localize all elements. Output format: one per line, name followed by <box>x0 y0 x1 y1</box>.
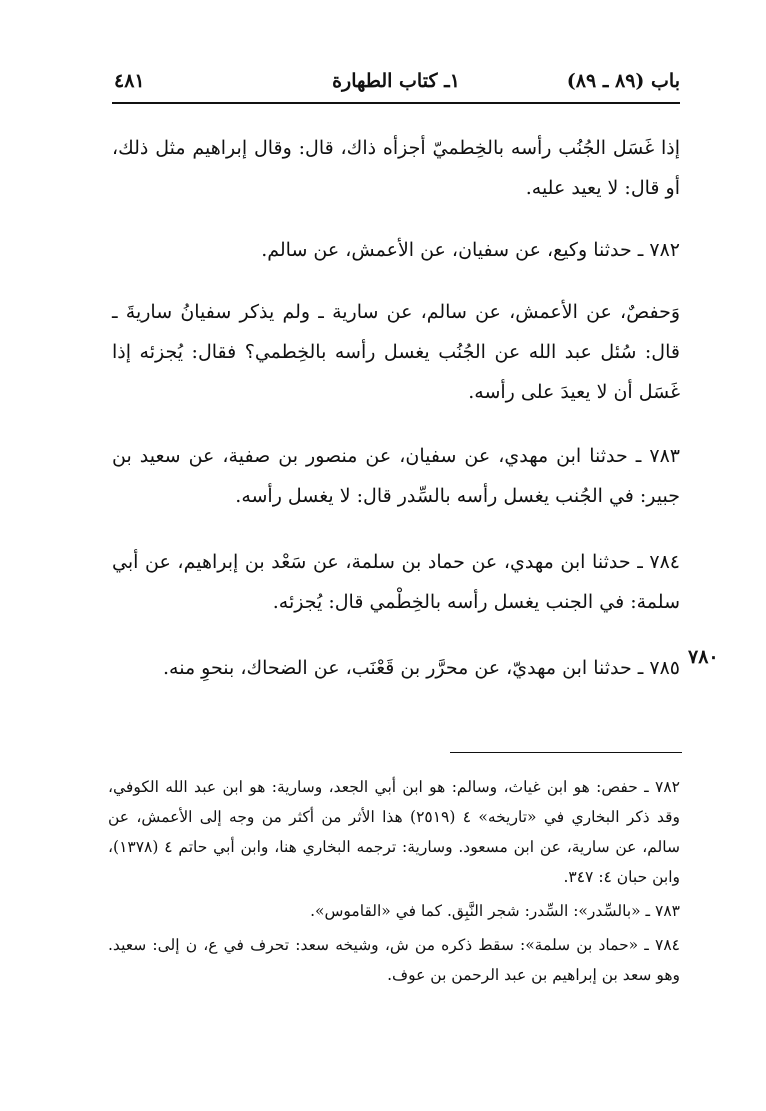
paragraph-783: ٧٨٣ ـ حدثنا ابن مهدي، عن سفيان، عن منصور بن صفية، عن سعيد بن جبير: في الجُنب يغسل رأسه بالسِّدر قال: لا يغسل رأسه. <box>112 445 680 507</box>
running-header <box>112 66 680 104</box>
page-number: ٤٨١ <box>114 70 145 92</box>
footnote-divider <box>450 752 682 753</box>
footnote-783: ٧٨٣ ـ «بالسِّدر»: السِّدر: شجر النَّبِق. كما في «القاموس». <box>310 902 680 920</box>
margin-number: ٧٨٠ <box>688 646 719 668</box>
paragraph-785: ٧٨٥ ـ حدثنا ابن مهديّ، عن محرَّر بن قَعْنَب، عن الضحاك، بنحوِ منه. <box>163 657 680 679</box>
paragraph-784: ٧٨٤ ـ حدثنا ابن مهدي، عن حماد بن سلمة، عن سَعْد بن إبراهيم، عن أبي سلمة: في الجنب يغسل رأسه بالخِطْمي قال: يُجزئه. <box>112 551 680 613</box>
book-title: ١ـ كتاب الطهارة <box>332 70 460 92</box>
footnote-784: ٧٨٤ ـ «حماد بن سلمة»: سقط ذكره من ش، وشيخه سعد: تحرف في ع، ن إلى: سعيد. وهو سعد بن إبراهيم بن عبد الرحمن بن عوف. <box>108 936 680 984</box>
paragraph-782-cont: وَحفصٌ، عن الأعمش، عن سالم، عن سارية ـ ولم يذكر سفيانُ ساريةَ ـ قال: سُئل عبد الله عن الجُنُب يغسل رأسه بالخِطمي؟ فقال: يُجزئه إذا غَسَل أن لا يعيدَ على رأسه. <box>112 301 680 403</box>
footnote-782: ٧٨٢ ـ حفص: هو ابن غياث، وسالم: هو ابن أبي الجعد، وسارية: هو ابن عبد الله الكوفي، وقد ذكر البخاري في «تاريخه» ٤ (٢٥١٩) هذا الأثر من أكثر من وجه إلى الأعمش، عن سالم، عن سارية، عن ابن مسعود. وسارية: ترجمه البخاري هنا، وابن أبي حاتم ٤ (١٣٧٨)، وابن حبان ٤: ٣٤٧. <box>108 778 680 886</box>
chapter-range: باب (٨٩ ـ ٨٩) <box>566 70 680 92</box>
main-text <box>112 128 680 688</box>
footnotes <box>108 772 680 990</box>
paragraph-continuation: إذا غَسَل الجُنُب رأسه بالخِطميّ أجزأه ذاك، قال: وقال إبراهيم مثل ذلك، أو قال: لا يعيد عليه. <box>112 137 680 199</box>
paragraph-782: ٧٨٢ ـ حدثنا وكيع، عن سفيان، عن الأعمش، عن سالم. <box>261 239 680 261</box>
